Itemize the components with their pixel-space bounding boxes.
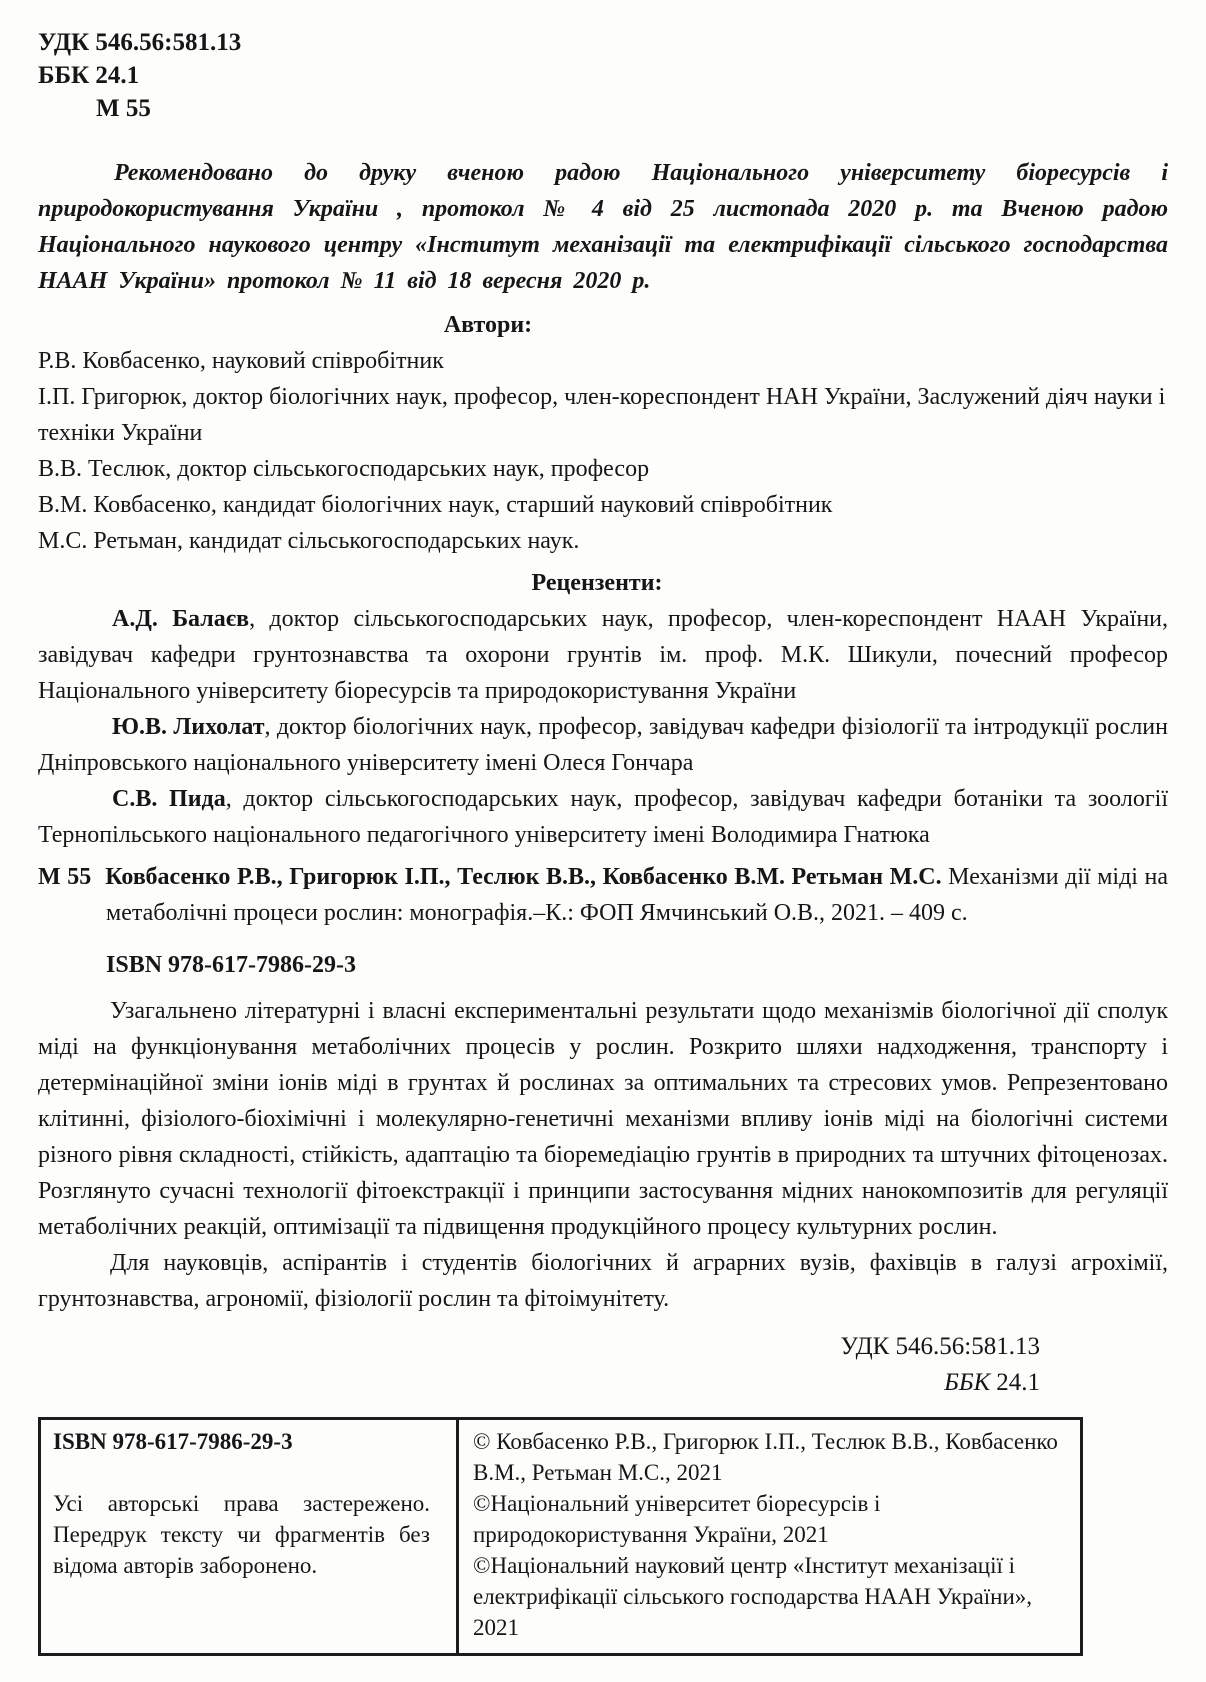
reviewer-description: , доктор сільськогосподарських наук, професор, завідувач кафедри ботаніки та зоології Тернопільського національного педагогічного університету імені Володимира Гнатюка bbox=[38, 786, 1168, 848]
udk-code-top: УДК 546.56:581.13 bbox=[38, 29, 242, 56]
bibliographic-citation bbox=[38, 859, 1168, 931]
bbk-code-top: ББК 24.1 bbox=[38, 62, 140, 89]
reviewer-name: А.Д. Балаєв bbox=[112, 606, 250, 632]
top-classification-codes bbox=[38, 26, 1168, 125]
bbk-code-bottom bbox=[38, 1365, 1040, 1401]
imprint-row bbox=[40, 1419, 1082, 1655]
reviewer-name: Ю.В. Лихолат bbox=[112, 714, 265, 740]
imprint-table bbox=[38, 1417, 1083, 1656]
isbn-table-line: ISBN 978-617-7986-29-3 bbox=[53, 1429, 293, 1454]
bbk-label: ББК bbox=[944, 1369, 991, 1396]
citation-authors: Ковбасенко Р.В., Григорюк І.П., Теслюк В.В., Ковбасенко В.М. Ретьман М.С. bbox=[105, 864, 942, 890]
annotation-abstract: Узагальнено літературні і власні експериментальні результати щодо механізмів біологічної дії сполук міді на функціонування метаболічних процесів у рослин. Розкрито шляхи надходження, транспорту і детермінаційної зміни іонів міді в грунтах й рослинах за оптимальних та стресових умов. Репрезентовано клітинні, фізіолого-біохімічні і молекулярно-генетичні механізми впливу іонів міді на біологічні системи різного рівня складності, стійкість, адаптацію та біоремедіацію грунтів в природних та штучних фітоценозах. Розглянуто сучасні технології фітоекстракції і принципи застосування мідних нанокомпозитів для регуляції метаболічних реакцій, оптимізації та підвищення продукційного процесу культурних рослин. bbox=[38, 998, 1168, 1240]
author-entry: В.М. Ковбасенко, кандидат біологічних наук, старший науковий співробітник bbox=[38, 492, 833, 518]
author-entry: М.С. Ретьман, кандидат сільськогосподарських наук. bbox=[38, 528, 580, 554]
reviewers-heading: Рецензенти: bbox=[531, 570, 663, 596]
recommendation-paragraph: Рекомендовано до друку вченою радою Національного університету біоресурсів і природокористування України , протокол № 4 від 25 листопада 2020 р. та Вченою радою Національного наукового центру «Інститут механізації та електрифікації сільського господарства НААН України» протокол № 11 від 18 вересня 2020 р. bbox=[38, 160, 1168, 294]
copyright-entry: © Ковбасенко Р.В., Григорюк І.П., Теслюк В.В., Ковбасенко В.М., Ретьман М.С., 2021 bbox=[473, 1429, 1058, 1485]
authors-list bbox=[38, 343, 1168, 559]
author-entry: Р.В. Ковбасенко, науковий співробітник bbox=[38, 348, 444, 374]
bottom-classification-codes bbox=[38, 1329, 1168, 1401]
citation-text: Механізми дії міді на метаболічні процеси рослин: монографія.–К.: ФОП Ямчинський О.В., 2021. – 409 с. bbox=[106, 864, 1169, 926]
reviewer-entry bbox=[38, 709, 1168, 781]
copyright-list bbox=[473, 1426, 1070, 1643]
citation-code: М 55 bbox=[38, 864, 92, 890]
rights-notice: Усі авторські права застережено. Передрук тексту чи фрагментів без відома авторів заборонено. bbox=[53, 1491, 430, 1578]
reviewer-name: С.В. Пида bbox=[112, 786, 226, 812]
author-entry: І.П. Григорюк, доктор біологічних наук, професор, член-кореспондент НАН України, Заслужений діяч науки і техніки України bbox=[38, 384, 1166, 446]
isbn-line: ISBN 978-617-7986-29-3 bbox=[106, 952, 356, 978]
reviewers-list bbox=[38, 601, 1168, 853]
m55-code-top: М 55 bbox=[96, 95, 151, 122]
reviewer-description: , доктор сільськогосподарських наук, професор, член-кореспондент НААН України, завідувач кафедри грунтознавства та охорони грунтів ім. проф. М.К. Шикули, почесний професор Національного університету біоресурсів та природокористування України bbox=[38, 606, 1169, 704]
reviewer-entry bbox=[38, 601, 1168, 709]
annotation-audience: Для науковців, аспірантів і студентів біологічних й аграрних вузів, фахівців в галузі агрохімії, грунтознавства, агрономії, фізіології рослин та фітоімунітету. bbox=[38, 1250, 1168, 1312]
bbk-value: 24.1 bbox=[996, 1369, 1040, 1396]
reviewer-description: , доктор біологічних наук, професор, завідувач кафедри фізіології та інтродукції рослин Дніпровського національного університету імені Олеся Гончара bbox=[38, 714, 1168, 776]
imprint-right-cell bbox=[458, 1419, 1082, 1655]
imprint-left-cell bbox=[40, 1419, 458, 1655]
author-entry: В.В. Теслюк, доктор сільськогосподарських наук, професор bbox=[38, 456, 650, 482]
reviewer-entry bbox=[38, 781, 1168, 853]
copyright-entry: ©Національний науковий центр «Інститут механізації і електрифікації сільського господарства НААН України», 2021 bbox=[473, 1553, 1033, 1640]
udk-code-bottom: УДК 546.56:581.13 bbox=[840, 1333, 1040, 1360]
copyright-entry: ©Національний університет біоресурсів і природокористування України, 2021 bbox=[473, 1491, 881, 1547]
authors-heading: Автори: bbox=[443, 312, 533, 338]
